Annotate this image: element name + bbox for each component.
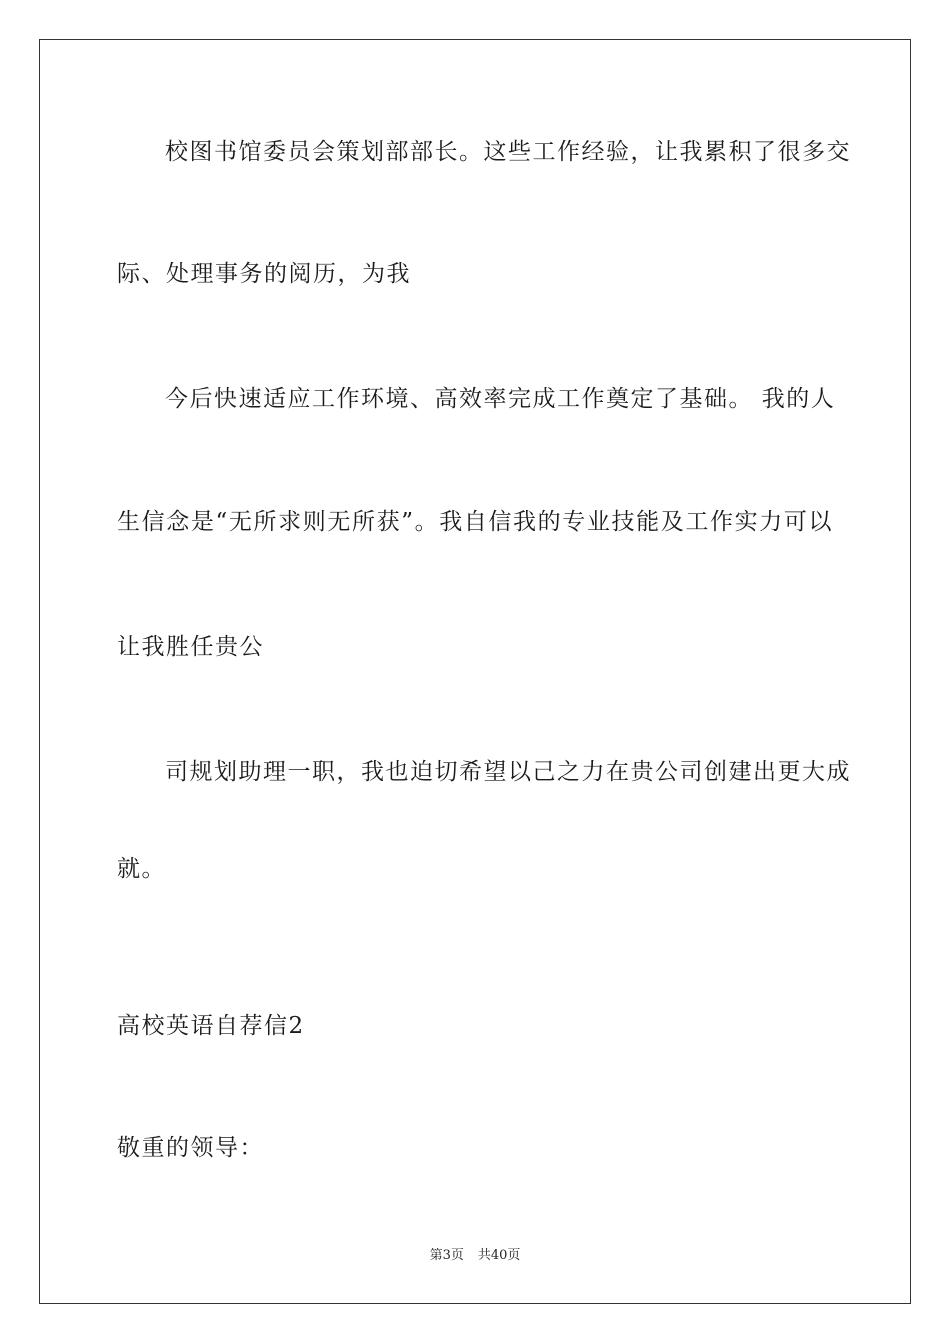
- total-pages: 共40页: [477, 1248, 521, 1263]
- paragraph-line-2: 际、处理事务的阅历，为我: [117, 261, 411, 287]
- paragraph-line-3: 今后快速适应工作环境、高效率完成工作奠定了基础。 我的人: [165, 386, 836, 412]
- paragraph-line-5: 让我胜任贵公: [117, 634, 264, 660]
- paragraph-line-6: 司规划助理一职，我也迫切希望以己之力在贵公司创建出更大成: [165, 759, 851, 785]
- salutation: 敬重的领导：: [117, 1135, 264, 1161]
- page-number: 第3页: [429, 1248, 464, 1263]
- section-heading: 高校英语自荐信2: [117, 1013, 305, 1039]
- paragraph-line-1: 校图书馆委员会策划部部长。这些工作经验，让我累积了很多交: [165, 139, 851, 165]
- paragraph-line-7: 就。: [117, 856, 166, 882]
- page-border: [39, 39, 911, 1304]
- paragraph-line-4: 生信念是“无所求则无所获”。我自信我的专业技能及工作实力可以: [117, 509, 833, 535]
- page-footer: [0, 1247, 950, 1265]
